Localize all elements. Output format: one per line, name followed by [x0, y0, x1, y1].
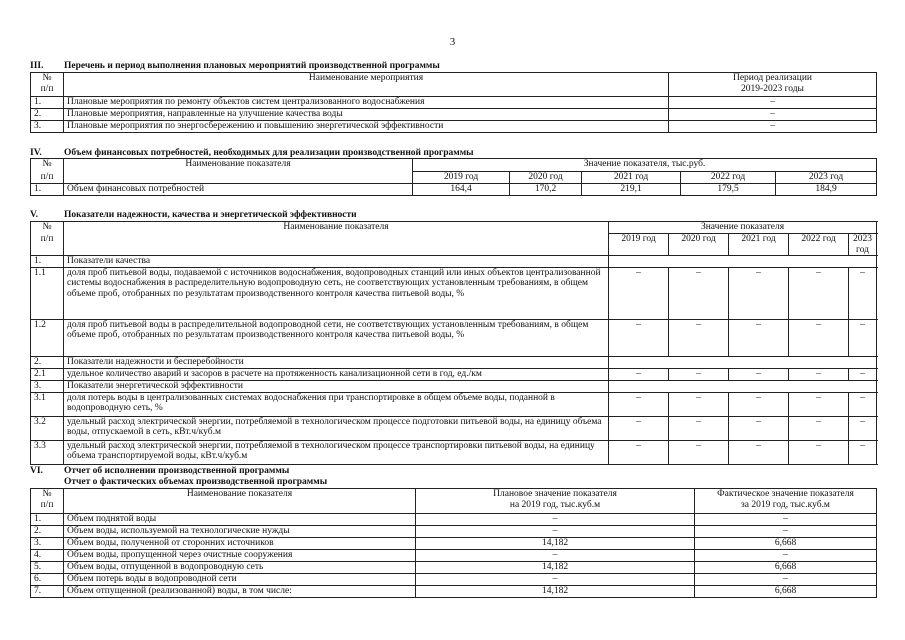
- empty-cell: [609, 356, 877, 368]
- table-row: [31, 368, 877, 380]
- section-5-title: [30, 210, 357, 221]
- table-row: [31, 538, 877, 550]
- value-cell: –: [789, 368, 849, 380]
- value-cell: –: [849, 267, 877, 319]
- fact-value: 6,668: [695, 538, 877, 550]
- section-4-number: IV.: [30, 148, 42, 158]
- indicator-name: Объем поднятой воды: [64, 514, 416, 526]
- value-cell: –: [789, 319, 849, 356]
- table-row: [31, 440, 877, 464]
- plan-value: 14,182: [416, 586, 695, 598]
- financial-needs-table: [30, 158, 877, 196]
- actual-volumes-table: [30, 488, 877, 598]
- table-row: [31, 319, 877, 356]
- header-indicator-name-2: [64, 172, 413, 184]
- row-number: 7.: [31, 586, 64, 598]
- year-header: 2019 год: [413, 172, 510, 184]
- plan-value: –: [416, 574, 695, 586]
- header-plan: Плановое значение показателя на 2019 год, тыс.куб.м: [416, 489, 695, 514]
- header-fact: Фактическое значение показателя за 2019 год, тыс.куб.м: [695, 489, 877, 514]
- year-header: 2021 год: [729, 234, 789, 256]
- indicator-name: Объем отпущенной (реализованной) воды, в том числе:: [64, 586, 416, 598]
- row-number: 3.: [31, 380, 64, 392]
- table-row: [31, 526, 877, 538]
- row-number: 2.: [31, 109, 64, 121]
- section-3-number: III.: [30, 61, 44, 71]
- period-value: –: [669, 97, 877, 109]
- value-cell: 164,4: [413, 183, 510, 195]
- row-number: 1.2: [31, 319, 64, 356]
- header-period: Период реализации 2019-2023 годы: [669, 73, 877, 97]
- section-4-heading: Объем финансовых потребностей, необходимых для реализации производственной программы: [64, 148, 474, 158]
- header-number-2: п/п: [31, 234, 64, 256]
- group-row: [31, 256, 877, 268]
- value-cell: 184,9: [776, 183, 877, 195]
- row-number: 1.: [31, 97, 64, 109]
- value-cell: –: [609, 368, 669, 380]
- header-indicator-name: Наименование показателя: [64, 159, 413, 172]
- value-cell: –: [849, 416, 877, 440]
- group-row: [31, 380, 877, 392]
- table-years-row: [31, 172, 877, 184]
- table-row: [31, 574, 877, 586]
- value-cell: –: [729, 368, 789, 380]
- row-number: 3.2: [31, 416, 64, 440]
- measure-name: Плановые мероприятия, направленные на улучшение качества воды: [64, 109, 669, 121]
- table-header-row: [31, 159, 877, 172]
- group-name: Показатели энергетической эффективности: [64, 380, 609, 392]
- year-header: 2022 год: [789, 234, 849, 256]
- indicator-name: Объем воды, полученной от сторонних источников: [64, 538, 416, 550]
- table-row: [31, 392, 877, 416]
- section-5-heading: Показатели надежности, качества и энергетической эффективности: [64, 210, 357, 220]
- row-number: 2.: [31, 526, 64, 538]
- empty-cell: [609, 380, 877, 392]
- period-value: –: [669, 109, 877, 121]
- table-row: [31, 121, 877, 133]
- value-cell: –: [609, 319, 669, 356]
- table-row: [31, 183, 877, 195]
- header-indicator-name: Наименование показателя: [64, 222, 609, 234]
- header-number-2: п/п: [31, 172, 64, 184]
- indicator-name: доля проб питьевой воды в распределительной водопроводной сети, не соответствующих установленным требованиям, в общем объеме проб, отобранных по результатам производственного контроля качества питьевой воды, %: [64, 319, 609, 356]
- value-cell: –: [669, 267, 729, 319]
- row-number: 3.: [31, 538, 64, 550]
- plan-value: –: [416, 514, 695, 526]
- indicator-name: удельный расход электрической энергии, потребляемой в технологическом процессе транспортировки питьевой воды, на единицу объема транспортируемой воды, кВт.ч/куб.м: [64, 440, 609, 464]
- header-indicator-name-2: [64, 234, 609, 256]
- section-3-heading: Перечень и период выполнения плановых мероприятий производственной программы: [64, 61, 440, 71]
- fact-value: 6,668: [695, 586, 877, 598]
- year-header: 2020 год: [510, 172, 582, 184]
- header-measure-name: Наименование мероприятия: [64, 73, 669, 97]
- value-cell: –: [609, 392, 669, 416]
- table-header-row: [31, 222, 877, 234]
- header-indicator-name: Наименование показателя: [64, 489, 416, 514]
- table-row: [31, 514, 877, 526]
- header-number: №: [31, 222, 64, 234]
- row-number: 1.: [31, 514, 64, 526]
- table-row: [31, 550, 877, 562]
- value-cell: –: [849, 440, 877, 464]
- value-cell: –: [669, 368, 729, 380]
- value-cell: –: [789, 416, 849, 440]
- indicators-table: [30, 221, 877, 465]
- value-cell: –: [849, 368, 877, 380]
- section-6-title: [30, 466, 327, 488]
- value-cell: –: [669, 392, 729, 416]
- value-cell: 179,5: [681, 183, 776, 195]
- indicator-name: доля проб питьевой воды, подаваемой с источников водоснабжения, водопроводных станций или иных объектов централизованной системы водоснабжения в распределительную водопроводную сеть, не соответствующих установленным требованиям, в общем объеме проб, отобранных по результатам производственного контроля качества питьевой воды, %: [64, 267, 609, 319]
- value-cell: –: [609, 267, 669, 319]
- group-name: Показатели качества: [64, 256, 609, 268]
- fact-value: 6,668: [695, 562, 877, 574]
- table-row: [31, 416, 877, 440]
- header-number: №: [31, 159, 64, 172]
- row-number: 2.1: [31, 368, 64, 380]
- year-header: 2023 год: [776, 172, 877, 184]
- plan-value: –: [416, 550, 695, 562]
- indicator-name: Объем воды, используемой на технологические нужды: [64, 526, 416, 538]
- value-cell: 219,1: [582, 183, 681, 195]
- row-number: 5.: [31, 562, 64, 574]
- table-header-row: [31, 73, 877, 97]
- year-header: 2023 год: [849, 234, 877, 256]
- value-cell: 170,2: [510, 183, 582, 195]
- fact-value: –: [695, 526, 877, 538]
- row-number: 4.: [31, 550, 64, 562]
- value-cell: –: [849, 392, 877, 416]
- row-number: 3.: [31, 121, 64, 133]
- row-number: 3.3: [31, 440, 64, 464]
- year-header: 2020 год: [669, 234, 729, 256]
- value-cell: –: [669, 440, 729, 464]
- fact-value: –: [695, 550, 877, 562]
- table-header-row: [31, 489, 877, 514]
- plan-value: 14,182: [416, 538, 695, 550]
- year-header: 2019 год: [609, 234, 669, 256]
- row-number: 3.1: [31, 392, 64, 416]
- table-row: [31, 586, 877, 598]
- section-6-number: VI.: [30, 466, 43, 476]
- plan-value: 14,182: [416, 562, 695, 574]
- header-value: Значение показателя: [609, 222, 877, 234]
- header-value: Значение показателя, тыс.руб.: [413, 159, 877, 172]
- value-cell: –: [669, 416, 729, 440]
- indicator-name: Объем воды, пропущенной через очистные сооружения: [64, 550, 416, 562]
- section-6-heading: Отчет об исполнении производственной программы: [64, 466, 290, 476]
- value-cell: –: [669, 319, 729, 356]
- section-5-number: V.: [30, 210, 39, 220]
- row-number: 1.: [31, 256, 64, 268]
- empty-cell: [609, 256, 877, 268]
- row-number: 1.1: [31, 267, 64, 319]
- value-cell: –: [729, 392, 789, 416]
- fact-value: –: [695, 514, 877, 526]
- group-row: [31, 356, 877, 368]
- indicator-name: доля потерь воды в централизованных системах водоснабжения при транспортировке в общем объеме воды, поданной в водопроводную сеть, %: [64, 392, 609, 416]
- indicator-name: удельный расход электрической энергии, потребляемой в технологическом процессе подготовки питьевой воды, на единицу объема воды, отпускаемой в сеть, кВт.ч/куб.м: [64, 416, 609, 440]
- table-row: [31, 562, 877, 574]
- page-number: 3: [449, 36, 456, 48]
- indicator-name: Объем потерь воды в водопроводной сети: [64, 574, 416, 586]
- section-3-title: [30, 61, 440, 72]
- period-value: –: [669, 121, 877, 133]
- table-row: [31, 267, 877, 319]
- row-number: 6.: [31, 574, 64, 586]
- table-years-row: [31, 234, 877, 256]
- value-cell: –: [609, 416, 669, 440]
- measure-name: Плановые мероприятия по энергосбережению и повышению энергетической эффективности: [64, 121, 669, 133]
- value-cell: –: [729, 416, 789, 440]
- value-cell: –: [729, 440, 789, 464]
- table-row: [31, 97, 877, 109]
- section-6-subtitle: Отчет о фактических объемах производственной программы: [64, 477, 328, 487]
- plan-value: –: [416, 526, 695, 538]
- planned-measures-table: [30, 72, 877, 133]
- year-header: 2022 год: [681, 172, 776, 184]
- value-cell: –: [789, 440, 849, 464]
- value-cell: –: [609, 440, 669, 464]
- row-number: 2.: [31, 356, 64, 368]
- value-cell: –: [849, 319, 877, 356]
- table-row: [31, 109, 877, 121]
- header-number: № п/п: [31, 73, 64, 97]
- group-name: Показатели надежности и бесперебойности: [64, 356, 609, 368]
- value-cell: –: [729, 319, 789, 356]
- value-cell: –: [729, 267, 789, 319]
- row-number: 1.: [31, 183, 64, 195]
- header-number: № п/п: [31, 489, 64, 514]
- value-cell: –: [789, 267, 849, 319]
- fact-value: –: [695, 574, 877, 586]
- measure-name: Плановые мероприятия по ремонту объектов систем централизованного водоснабжения: [64, 97, 669, 109]
- year-header: 2021 год: [582, 172, 681, 184]
- indicator-name: Объем воды, отпущенной в водопроводную сеть: [64, 562, 416, 574]
- indicator-name: удельное количество аварий и засоров в расчете на протяженность канализационной сети в год, ед./км: [64, 368, 609, 380]
- value-cell: –: [789, 392, 849, 416]
- indicator-name: Объем финансовых потребностей: [64, 183, 413, 195]
